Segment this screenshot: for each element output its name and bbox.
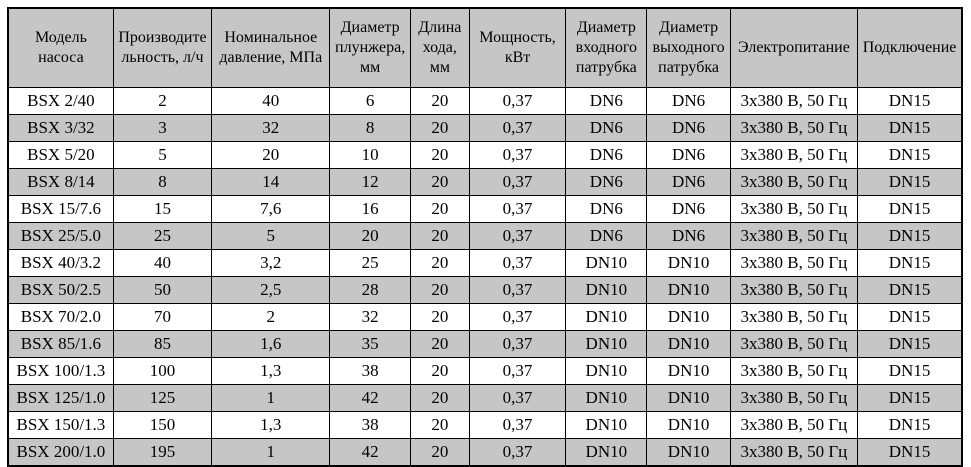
table-cell: 20 <box>410 304 469 331</box>
table-cell: 0,37 <box>469 169 565 196</box>
table-cell: 70 <box>113 304 211 331</box>
table-cell: 50 <box>113 277 211 304</box>
table-cell: 3x380 В, 50 Гц <box>730 331 857 358</box>
table-cell: 28 <box>330 277 410 304</box>
table-row <box>8 88 962 115</box>
table-cell: 20 <box>410 358 469 385</box>
table-cell: 20 <box>410 412 469 439</box>
table-cell: 25 <box>330 250 410 277</box>
table-cell: 0,37 <box>469 358 565 385</box>
pump-model-cell: BSX 70/2.0 <box>8 304 113 331</box>
table-cell: 0,37 <box>469 385 565 412</box>
table-cell: 20 <box>410 331 469 358</box>
pump-model-cell: BSX 50/2.5 <box>8 277 113 304</box>
table-row <box>8 223 962 250</box>
table-cell: 3,2 <box>212 250 330 277</box>
table-cell: 14 <box>212 169 330 196</box>
pump-model-cell: BSX 15/7.6 <box>8 196 113 223</box>
table-cell: 7,6 <box>212 196 330 223</box>
table-cell: 20 <box>410 196 469 223</box>
table-cell: 20 <box>410 169 469 196</box>
table-cell: 42 <box>330 439 410 467</box>
table-cell: DN6 <box>647 88 730 115</box>
table-cell: 2 <box>212 304 330 331</box>
header-row <box>8 8 962 88</box>
table-cell: DN10 <box>647 412 730 439</box>
table-cell: 1,3 <box>212 412 330 439</box>
table-cell: DN6 <box>566 142 647 169</box>
table-cell: DN6 <box>566 115 647 142</box>
table-cell: DN10 <box>647 277 730 304</box>
table-cell: 6 <box>330 88 410 115</box>
table-cell: 8 <box>113 169 211 196</box>
column-header: Длина хода, мм <box>410 8 469 88</box>
table-cell: 0,37 <box>469 142 565 169</box>
table-cell: DN15 <box>858 223 962 250</box>
table-cell: 0,37 <box>469 115 565 142</box>
column-header: Диаметр выходного патрубка <box>647 8 730 88</box>
pump-model-cell: BSX 5/20 <box>8 142 113 169</box>
table-cell: DN10 <box>566 358 647 385</box>
table-cell: DN15 <box>858 331 962 358</box>
table-cell: 5 <box>212 223 330 250</box>
pump-model-cell: BSX 85/1.6 <box>8 331 113 358</box>
table-cell: 32 <box>330 304 410 331</box>
table-cell: DN10 <box>566 250 647 277</box>
table-cell: DN15 <box>858 277 962 304</box>
pump-model-cell: BSX 25/5.0 <box>8 223 113 250</box>
table-cell: 20 <box>330 223 410 250</box>
table-cell: 3 <box>113 115 211 142</box>
table-cell: DN10 <box>566 412 647 439</box>
table-cell: DN10 <box>647 358 730 385</box>
table-cell: 0,37 <box>469 412 565 439</box>
table-cell: DN10 <box>647 385 730 412</box>
table-cell: 3x380 В, 50 Гц <box>730 385 857 412</box>
table-cell: DN6 <box>566 223 647 250</box>
table-cell: 20 <box>410 88 469 115</box>
column-header: Подключение <box>858 8 962 88</box>
table-cell: 3x380 В, 50 Гц <box>730 304 857 331</box>
table-row <box>8 277 962 304</box>
table-cell: 20 <box>410 439 469 467</box>
table-row <box>8 250 962 277</box>
table-cell: 10 <box>330 142 410 169</box>
table-cell: 150 <box>113 412 211 439</box>
table-cell: DN6 <box>566 88 647 115</box>
table-row <box>8 412 962 439</box>
table-cell: DN15 <box>858 142 962 169</box>
pump-model-cell: BSX 8/14 <box>8 169 113 196</box>
table-cell: 12 <box>330 169 410 196</box>
table-cell: DN6 <box>647 169 730 196</box>
table-cell: 20 <box>410 277 469 304</box>
table-cell: 195 <box>113 439 211 467</box>
table-cell: 3x380 В, 50 Гц <box>730 142 857 169</box>
table-row <box>8 439 962 467</box>
table-header <box>8 8 962 88</box>
table-row <box>8 196 962 223</box>
column-header: Диаметр плунжера, мм <box>330 8 410 88</box>
table-cell: DN6 <box>647 196 730 223</box>
table-cell: DN10 <box>566 439 647 467</box>
table-cell: DN10 <box>647 331 730 358</box>
pump-model-cell: BSX 3/32 <box>8 115 113 142</box>
table-cell: DN10 <box>647 250 730 277</box>
table-cell: DN15 <box>858 304 962 331</box>
table-cell: 5 <box>113 142 211 169</box>
column-header: Мощность, кВт <box>469 8 565 88</box>
table-cell: 0,37 <box>469 304 565 331</box>
table-row <box>8 169 962 196</box>
table-cell: 3x380 В, 50 Гц <box>730 196 857 223</box>
pump-model-cell: BSX 150/1.3 <box>8 412 113 439</box>
table-cell: DN10 <box>566 277 647 304</box>
table-cell: DN15 <box>858 385 962 412</box>
table-cell: 42 <box>330 385 410 412</box>
table-cell: DN15 <box>858 250 962 277</box>
table-cell: DN10 <box>566 304 647 331</box>
table-cell: DN6 <box>647 223 730 250</box>
table-cell: 3x380 В, 50 Гц <box>730 358 857 385</box>
table-cell: 1 <box>212 385 330 412</box>
table-cell: 38 <box>330 358 410 385</box>
table-cell: 40 <box>113 250 211 277</box>
pump-model-cell: BSX 2/40 <box>8 88 113 115</box>
table-cell: 25 <box>113 223 211 250</box>
table-cell: 32 <box>212 115 330 142</box>
column-header: Электропитание <box>730 8 857 88</box>
table-cell: 3x380 В, 50 Гц <box>730 277 857 304</box>
table-cell: DN10 <box>647 304 730 331</box>
pump-model-cell: BSX 200/1.0 <box>8 439 113 467</box>
column-header: Модель насоса <box>8 8 113 88</box>
table-cell: DN6 <box>566 196 647 223</box>
table-cell: 3x380 В, 50 Гц <box>730 439 857 467</box>
table-cell: DN10 <box>647 439 730 467</box>
table-cell: 0,37 <box>469 196 565 223</box>
table-cell: 20 <box>410 223 469 250</box>
pump-model-cell: BSX 100/1.3 <box>8 358 113 385</box>
table-cell: 20 <box>410 250 469 277</box>
table-cell: DN10 <box>566 385 647 412</box>
table-row <box>8 115 962 142</box>
table-cell: 0,37 <box>469 277 565 304</box>
table-cell: 3x380 В, 50 Гц <box>730 412 857 439</box>
table-cell: 0,37 <box>469 88 565 115</box>
table-row <box>8 385 962 412</box>
table-row <box>8 331 962 358</box>
table-cell: 38 <box>330 412 410 439</box>
table-cell: DN15 <box>858 88 962 115</box>
column-header: Производительность, л/ч <box>113 8 211 88</box>
table-cell: 100 <box>113 358 211 385</box>
pump-model-cell: BSX 125/1.0 <box>8 385 113 412</box>
table-row <box>8 142 962 169</box>
table-cell: DN15 <box>858 412 962 439</box>
table-cell: 1,3 <box>212 358 330 385</box>
table-cell: 35 <box>330 331 410 358</box>
table-cell: 20 <box>410 385 469 412</box>
table-cell: DN10 <box>566 331 647 358</box>
table-cell: DN15 <box>858 358 962 385</box>
table-cell: 8 <box>330 115 410 142</box>
table-cell: 3x380 В, 50 Гц <box>730 169 857 196</box>
table-cell: DN15 <box>858 439 962 467</box>
table-cell: 3x380 В, 50 Гц <box>730 88 857 115</box>
table-cell: 125 <box>113 385 211 412</box>
table-cell: 16 <box>330 196 410 223</box>
table-cell: 0,37 <box>469 250 565 277</box>
column-header: Диаметр входного патрубка <box>566 8 647 88</box>
table-row <box>8 304 962 331</box>
table-cell: 0,37 <box>469 223 565 250</box>
table-cell: DN6 <box>647 142 730 169</box>
table-cell: 20 <box>410 115 469 142</box>
column-header: Номинальное давление, МПа <box>212 8 330 88</box>
table-row <box>8 358 962 385</box>
pump-model-cell: BSX 40/3.2 <box>8 250 113 277</box>
table-cell: DN15 <box>858 115 962 142</box>
table-cell: 0,37 <box>469 331 565 358</box>
table-cell: 3x380 В, 50 Гц <box>730 250 857 277</box>
table-body <box>8 88 962 467</box>
table-cell: 2 <box>113 88 211 115</box>
table-cell: 40 <box>212 88 330 115</box>
table-cell: 0,37 <box>469 439 565 467</box>
table-cell: 3x380 В, 50 Гц <box>730 115 857 142</box>
table-cell: DN15 <box>858 196 962 223</box>
table-cell: 2,5 <box>212 277 330 304</box>
table-cell: 20 <box>410 142 469 169</box>
table-cell: 15 <box>113 196 211 223</box>
table-cell: DN6 <box>647 115 730 142</box>
table-cell: 3x380 В, 50 Гц <box>730 223 857 250</box>
table-cell: 85 <box>113 331 211 358</box>
table-cell: DN6 <box>566 169 647 196</box>
table-cell: 20 <box>212 142 330 169</box>
table-cell: 1,6 <box>212 331 330 358</box>
table-cell: 1 <box>212 439 330 467</box>
pump-specs-table <box>7 7 963 467</box>
table-cell: DN15 <box>858 169 962 196</box>
